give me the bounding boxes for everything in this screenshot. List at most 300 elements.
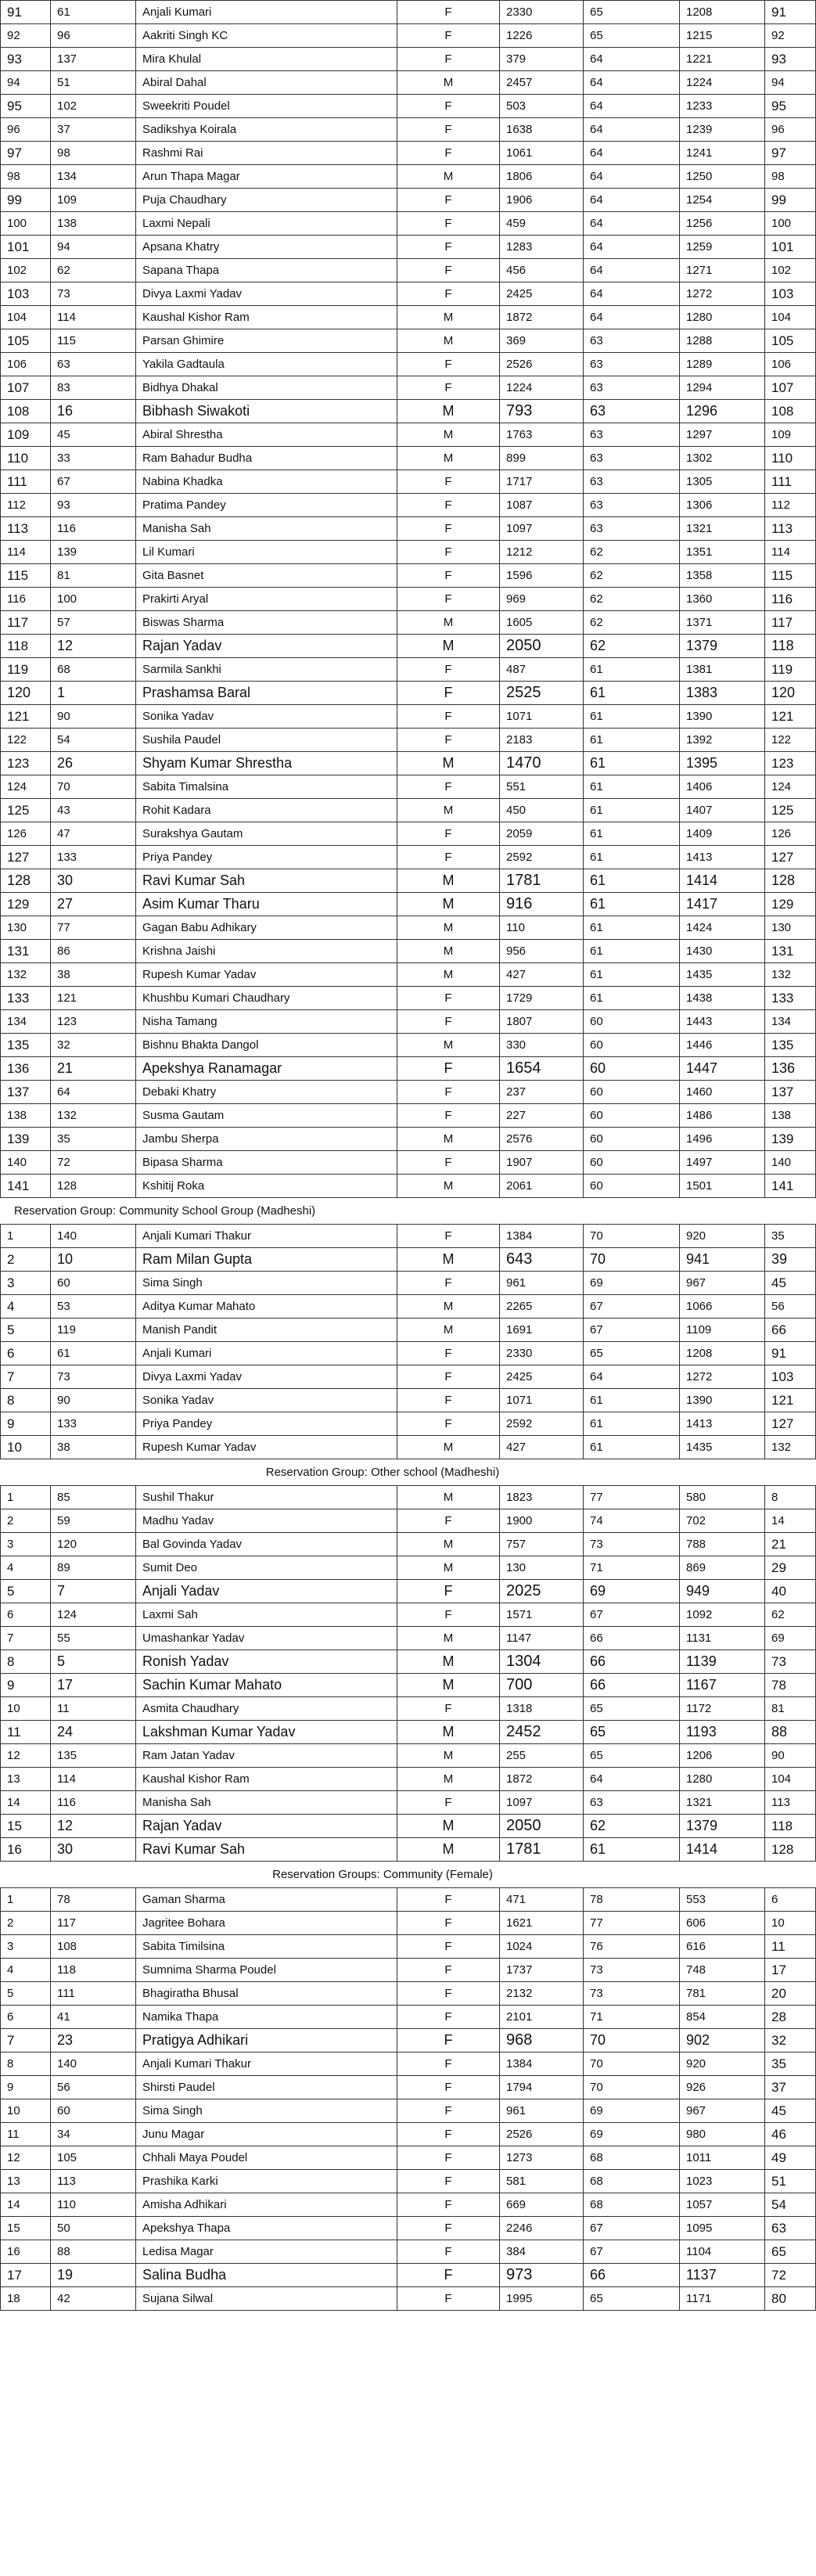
table-row: [1, 869, 816, 893]
cell-group-rank: 51: [765, 2170, 816, 2193]
cell-group-rank: 65: [765, 2240, 816, 2264]
table-row: [1, 1272, 816, 1295]
table-row: [1, 1248, 816, 1272]
cell-application-no: 61: [51, 1342, 136, 1365]
cell-group-rank: 94: [765, 71, 816, 95]
cell-overall-rank: 1321: [680, 517, 765, 541]
cell-marks: 60: [584, 1010, 680, 1034]
cell-name: Bal Govinda Yadav: [136, 1533, 397, 1556]
cell-gender: M: [397, 963, 500, 987]
cell-group-rank: 20: [765, 1982, 816, 2006]
cell-name: Prakirti Aryal: [136, 588, 397, 611]
cell-overall-rank: 1305: [680, 470, 765, 494]
cell-name: Prashamsa Baral: [136, 682, 397, 705]
table-row: [1, 2006, 816, 2029]
cell-gender: M: [397, 752, 500, 775]
cell-rank: 137: [1, 1081, 51, 1104]
cell-gender: M: [397, 1815, 500, 1838]
cell-marks: 66: [584, 2264, 680, 2287]
cell-roll-no: 961: [500, 2099, 584, 2123]
cell-roll-no: 2525: [500, 682, 584, 705]
cell-marks: 67: [584, 2240, 680, 2264]
table-row: [1, 1697, 816, 1721]
cell-marks: 71: [584, 2006, 680, 2029]
cell-gender: F: [397, 775, 500, 799]
table-row: [1, 940, 816, 963]
table-row: [1, 189, 816, 212]
cell-marks: 64: [584, 236, 680, 259]
cell-group-rank: 45: [765, 1272, 816, 1295]
cell-application-no: 83: [51, 376, 136, 400]
cell-group-rank: 80: [765, 2287, 816, 2311]
cell-overall-rank: 702: [680, 1509, 765, 1533]
table-row: [1, 1791, 816, 1815]
cell-roll-no: 384: [500, 2240, 584, 2264]
cell-rank: 6: [1, 2006, 51, 2029]
cell-roll-no: 459: [500, 212, 584, 236]
cell-overall-rank: 1011: [680, 2146, 765, 2170]
cell-marks: 70: [584, 1248, 680, 1272]
cell-group-rank: 99: [765, 189, 816, 212]
table-row: [1, 1057, 816, 1081]
cell-application-no: 57: [51, 611, 136, 635]
table-row: [1, 1982, 816, 2006]
cell-application-no: 102: [51, 95, 136, 118]
cell-gender: M: [397, 1248, 500, 1272]
cell-roll-no: 2425: [500, 282, 584, 306]
cell-overall-rank: 1208: [680, 1, 765, 24]
cell-gender: F: [397, 24, 500, 48]
cell-group-rank: 111: [765, 470, 816, 494]
cell-application-no: 63: [51, 353, 136, 376]
cell-application-no: 60: [51, 1272, 136, 1295]
cell-roll-no: 487: [500, 658, 584, 682]
cell-application-no: 19: [51, 2264, 136, 2287]
cell-roll-no: 2265: [500, 1295, 584, 1319]
cell-roll-no: 916: [500, 893, 584, 916]
cell-roll-no: 450: [500, 799, 584, 822]
table-row: [1, 775, 816, 799]
table-row: [1, 987, 816, 1010]
cell-application-no: 88: [51, 2240, 136, 2264]
cell-application-no: 140: [51, 1225, 136, 1248]
cell-marks: 62: [584, 564, 680, 588]
cell-rank: 11: [1, 2123, 51, 2146]
cell-rank: 4: [1, 1959, 51, 1982]
cell-marks: 65: [584, 1744, 680, 1768]
cell-name: Sumnima Sharma Poudel: [136, 1959, 397, 1982]
cell-group-rank: 131: [765, 940, 816, 963]
cell-rank: 116: [1, 588, 51, 611]
cell-name: Khushbu Kumari Chaudhary: [136, 987, 397, 1010]
table-row: [1, 1128, 816, 1151]
cell-rank: 10: [1, 2099, 51, 2123]
cell-roll-no: 1794: [500, 2076, 584, 2099]
cell-overall-rank: 1250: [680, 165, 765, 189]
cell-roll-no: 1906: [500, 189, 584, 212]
cell-rank: 18: [1, 2287, 51, 2311]
cell-gender: F: [397, 987, 500, 1010]
cell-rank: 94: [1, 71, 51, 95]
cell-overall-rank: 1424: [680, 916, 765, 940]
cell-application-no: 55: [51, 1627, 136, 1650]
cell-rank: 17: [1, 2264, 51, 2287]
cell-rank: 4: [1, 1295, 51, 1319]
table-row: [1, 1342, 816, 1365]
table-row: [1, 799, 816, 822]
cell-group-rank: 28: [765, 2006, 816, 2029]
cell-overall-rank: 1271: [680, 259, 765, 282]
cell-overall-rank: 788: [680, 1533, 765, 1556]
cell-group-rank: 136: [765, 1057, 816, 1081]
cell-gender: F: [397, 588, 500, 611]
cell-roll-no: 669: [500, 2193, 584, 2217]
cell-rank: 5: [1, 1982, 51, 2006]
cell-name: Gita Basnet: [136, 564, 397, 588]
cell-name: Sarmila Sankhi: [136, 658, 397, 682]
cell-marks: 61: [584, 1838, 680, 1862]
table-row: [1, 2053, 816, 2076]
cell-gender: F: [397, 1272, 500, 1295]
cell-application-no: 38: [51, 963, 136, 987]
cell-marks: 77: [584, 1912, 680, 1935]
cell-gender: F: [397, 2264, 500, 2287]
cell-group-rank: 138: [765, 1104, 816, 1128]
cell-overall-rank: 1167: [680, 1674, 765, 1697]
cell-application-no: 54: [51, 729, 136, 752]
cell-gender: F: [397, 1057, 500, 1081]
cell-marks: 70: [584, 2029, 680, 2053]
cell-application-no: 41: [51, 2006, 136, 2029]
cell-group-rank: 119: [765, 658, 816, 682]
table-row: [1, 1721, 816, 1744]
table-row: [1, 1225, 816, 1248]
cell-roll-no: 1470: [500, 752, 584, 775]
cell-application-no: 109: [51, 189, 136, 212]
cell-application-no: 120: [51, 1533, 136, 1556]
cell-marks: 68: [584, 2193, 680, 2217]
cell-application-no: 17: [51, 1674, 136, 1697]
cell-group-rank: 109: [765, 423, 816, 447]
cell-marks: 64: [584, 142, 680, 165]
cell-marks: 65: [584, 1721, 680, 1744]
cell-name: Sima Singh: [136, 2099, 397, 2123]
cell-gender: F: [397, 2053, 500, 2076]
cell-group-rank: 35: [765, 2053, 816, 2076]
cell-group-rank: 137: [765, 1081, 816, 1104]
cell-application-no: 132: [51, 1104, 136, 1128]
cell-overall-rank: 920: [680, 1225, 765, 1248]
cell-roll-no: 227: [500, 1104, 584, 1128]
cell-overall-rank: 1435: [680, 963, 765, 987]
table-row: [1, 2076, 816, 2099]
cell-roll-no: 1071: [500, 705, 584, 729]
cell-gender: M: [397, 1436, 500, 1459]
cell-marks: 61: [584, 940, 680, 963]
cell-overall-rank: 1430: [680, 940, 765, 963]
cell-group-rank: 45: [765, 2099, 816, 2123]
reservation-group-heading: Reservation Group: Other school (Madheshi): [265, 1466, 500, 1479]
table-row: [1, 236, 816, 259]
cell-overall-rank: 553: [680, 1888, 765, 1912]
cell-application-no: 34: [51, 2123, 136, 2146]
table-row: [1, 729, 816, 752]
table-row: [1, 212, 816, 236]
cell-application-no: 70: [51, 775, 136, 799]
cell-gender: F: [397, 682, 500, 705]
cell-group-rank: 102: [765, 259, 816, 282]
cell-rank: 135: [1, 1034, 51, 1057]
cell-name: Debaki Khatry: [136, 1081, 397, 1104]
cell-gender: F: [397, 1010, 500, 1034]
cell-group-rank: 96: [765, 118, 816, 142]
cell-roll-no: 2452: [500, 1721, 584, 1744]
cell-rank: 105: [1, 329, 51, 353]
cell-roll-no: 551: [500, 775, 584, 799]
cell-name: Bidhya Dhakal: [136, 376, 397, 400]
cell-rank: 5: [1, 1580, 51, 1603]
cell-marks: 64: [584, 212, 680, 236]
cell-gender: F: [397, 376, 500, 400]
cell-application-no: 68: [51, 658, 136, 682]
cell-rank: 106: [1, 353, 51, 376]
cell-rank: 129: [1, 893, 51, 916]
table-row: [1, 259, 816, 282]
cell-application-no: 85: [51, 1486, 136, 1509]
cell-gender: F: [397, 1935, 500, 1959]
cell-name: Sumit Deo: [136, 1556, 397, 1580]
cell-application-no: 50: [51, 2217, 136, 2240]
cell-group-rank: 103: [765, 1365, 816, 1389]
cell-group-rank: 106: [765, 353, 816, 376]
cell-application-no: 114: [51, 1768, 136, 1791]
cell-rank: 139: [1, 1128, 51, 1151]
cell-marks: 67: [584, 2217, 680, 2240]
cell-gender: F: [397, 1104, 500, 1128]
cell-overall-rank: 748: [680, 1959, 765, 1982]
cell-overall-rank: 1447: [680, 1057, 765, 1081]
cell-marks: 70: [584, 2053, 680, 2076]
cell-roll-no: 1729: [500, 987, 584, 1010]
cell-roll-no: 1304: [500, 1650, 584, 1674]
table-row: [1, 118, 816, 142]
table-row: [1, 2099, 816, 2123]
table-row: [1, 1888, 816, 1912]
cell-roll-no: 427: [500, 963, 584, 987]
cell-application-no: 38: [51, 1436, 136, 1459]
cell-rank: 133: [1, 987, 51, 1010]
table-row: [1, 2240, 816, 2264]
cell-roll-no: 1872: [500, 1768, 584, 1791]
results-table: [0, 1485, 816, 1862]
cell-roll-no: 1823: [500, 1486, 584, 1509]
cell-roll-no: 1283: [500, 236, 584, 259]
cell-roll-no: 1224: [500, 376, 584, 400]
cell-overall-rank: 949: [680, 1580, 765, 1603]
cell-roll-no: 968: [500, 2029, 584, 2053]
cell-roll-no: 471: [500, 1888, 584, 1912]
cell-rank: 12: [1, 2146, 51, 2170]
cell-marks: 74: [584, 1509, 680, 1533]
cell-overall-rank: 1383: [680, 682, 765, 705]
cell-group-rank: 121: [765, 705, 816, 729]
cell-rank: 2: [1, 1912, 51, 1935]
cell-rank: 99: [1, 189, 51, 212]
cell-gender: F: [397, 1697, 500, 1721]
cell-group-rank: 21: [765, 1533, 816, 1556]
cell-overall-rank: 980: [680, 2123, 765, 2146]
cell-marks: 64: [584, 306, 680, 329]
cell-roll-no: 700: [500, 1674, 584, 1697]
cell-marks: 61: [584, 1412, 680, 1436]
table-row: [1, 1603, 816, 1627]
cell-rank: 14: [1, 2193, 51, 2217]
table-row: [1, 517, 816, 541]
cell-name: Laxmi Nepali: [136, 212, 397, 236]
cell-gender: M: [397, 329, 500, 353]
cell-gender: M: [397, 1650, 500, 1674]
cell-roll-no: 1273: [500, 2146, 584, 2170]
cell-name: Lil Kumari: [136, 541, 397, 564]
cell-marks: 76: [584, 1935, 680, 1959]
cell-group-rank: 139: [765, 1128, 816, 1151]
table-row: [1, 1912, 816, 1935]
table-row: [1, 282, 816, 306]
cell-group-rank: 132: [765, 1436, 816, 1459]
cell-overall-rank: 1438: [680, 987, 765, 1010]
cell-name: Anjali Kumari: [136, 1, 397, 24]
cell-overall-rank: 1414: [680, 1838, 765, 1862]
cell-rank: 123: [1, 752, 51, 775]
cell-overall-rank: 1280: [680, 1768, 765, 1791]
cell-roll-no: 2025: [500, 1580, 584, 1603]
cell-roll-no: 2425: [500, 1365, 584, 1389]
cell-rank: 5: [1, 1319, 51, 1342]
cell-gender: F: [397, 494, 500, 517]
cell-overall-rank: 1390: [680, 705, 765, 729]
cell-gender: F: [397, 1365, 500, 1389]
cell-name: Sachin Kumar Mahato: [136, 1674, 397, 1697]
cell-group-rank: 128: [765, 1838, 816, 1862]
cell-roll-no: 2330: [500, 1342, 584, 1365]
cell-gender: F: [397, 1, 500, 24]
cell-application-no: 100: [51, 588, 136, 611]
cell-group-rank: 91: [765, 1, 816, 24]
cell-overall-rank: 580: [680, 1486, 765, 1509]
cell-overall-rank: 1395: [680, 752, 765, 775]
cell-marks: 64: [584, 95, 680, 118]
cell-overall-rank: 1381: [680, 658, 765, 682]
cell-overall-rank: 967: [680, 2099, 765, 2123]
cell-roll-no: 1691: [500, 1319, 584, 1342]
cell-group-rank: 132: [765, 963, 816, 987]
cell-rank: 115: [1, 564, 51, 588]
cell-application-no: 21: [51, 1057, 136, 1081]
cell-overall-rank: 1406: [680, 775, 765, 799]
cell-application-no: 133: [51, 1412, 136, 1436]
cell-name: Biswas Sharma: [136, 611, 397, 635]
cell-name: Aakriti Singh KC: [136, 24, 397, 48]
cell-gender: F: [397, 470, 500, 494]
table-row: [1, 142, 816, 165]
cell-rank: 11: [1, 1721, 51, 1744]
cell-rank: 13: [1, 2170, 51, 2193]
cell-application-no: 133: [51, 846, 136, 869]
cell-gender: F: [397, 95, 500, 118]
cell-overall-rank: 1215: [680, 24, 765, 48]
cell-roll-no: 1907: [500, 1151, 584, 1175]
cell-application-no: 43: [51, 799, 136, 822]
cell-rank: 10: [1, 1697, 51, 1721]
cell-rank: 126: [1, 822, 51, 846]
cell-rank: 6: [1, 1342, 51, 1365]
cell-gender: F: [397, 729, 500, 752]
table-row: [1, 846, 816, 869]
cell-overall-rank: 1023: [680, 2170, 765, 2193]
cell-group-rank: 40: [765, 1580, 816, 1603]
cell-gender: F: [397, 236, 500, 259]
cell-roll-no: 1097: [500, 517, 584, 541]
cell-group-rank: 114: [765, 541, 816, 564]
cell-group-rank: 93: [765, 48, 816, 71]
cell-rank: 93: [1, 48, 51, 71]
cell-overall-rank: 920: [680, 2053, 765, 2076]
cell-rank: 4: [1, 1556, 51, 1580]
cell-roll-no: 2592: [500, 1412, 584, 1436]
cell-group-rank: 134: [765, 1010, 816, 1034]
cell-roll-no: 1621: [500, 1912, 584, 1935]
cell-roll-no: 1596: [500, 564, 584, 588]
cell-overall-rank: 1407: [680, 799, 765, 822]
cell-group-rank: 17: [765, 1959, 816, 1982]
cell-overall-rank: 854: [680, 2006, 765, 2029]
cell-name: Anjali Yadav: [136, 1580, 397, 1603]
cell-marks: 77: [584, 1486, 680, 1509]
cell-gender: M: [397, 1838, 500, 1862]
table-row: [1, 1175, 816, 1198]
table-row: [1, 1674, 816, 1697]
table-row: [1, 1151, 816, 1175]
cell-overall-rank: 1486: [680, 1104, 765, 1128]
cell-marks: 64: [584, 1365, 680, 1389]
cell-application-no: 77: [51, 916, 136, 940]
cell-roll-no: 1605: [500, 611, 584, 635]
table-row: [1, 2029, 816, 2053]
cell-roll-no: 793: [500, 400, 584, 423]
cell-group-rank: 69: [765, 1627, 816, 1650]
table-row: [1, 1556, 816, 1580]
cell-roll-no: 2050: [500, 1815, 584, 1838]
cell-application-no: 62: [51, 259, 136, 282]
table-row: [1, 376, 816, 400]
cell-overall-rank: 1131: [680, 1627, 765, 1650]
cell-gender: M: [397, 916, 500, 940]
cell-gender: F: [397, 541, 500, 564]
cell-gender: F: [397, 1389, 500, 1412]
cell-name: Manisha Sah: [136, 517, 397, 541]
cell-marks: 65: [584, 1, 680, 24]
cell-marks: 64: [584, 259, 680, 282]
cell-roll-no: 330: [500, 1034, 584, 1057]
results-table: [0, 1224, 816, 1459]
cell-marks: 60: [584, 1128, 680, 1151]
cell-application-no: 11: [51, 1697, 136, 1721]
cell-marks: 67: [584, 1295, 680, 1319]
cell-overall-rank: 1206: [680, 1744, 765, 1768]
cell-rank: 1: [1, 1486, 51, 1509]
cell-overall-rank: 926: [680, 2076, 765, 2099]
cell-roll-no: 1226: [500, 24, 584, 48]
